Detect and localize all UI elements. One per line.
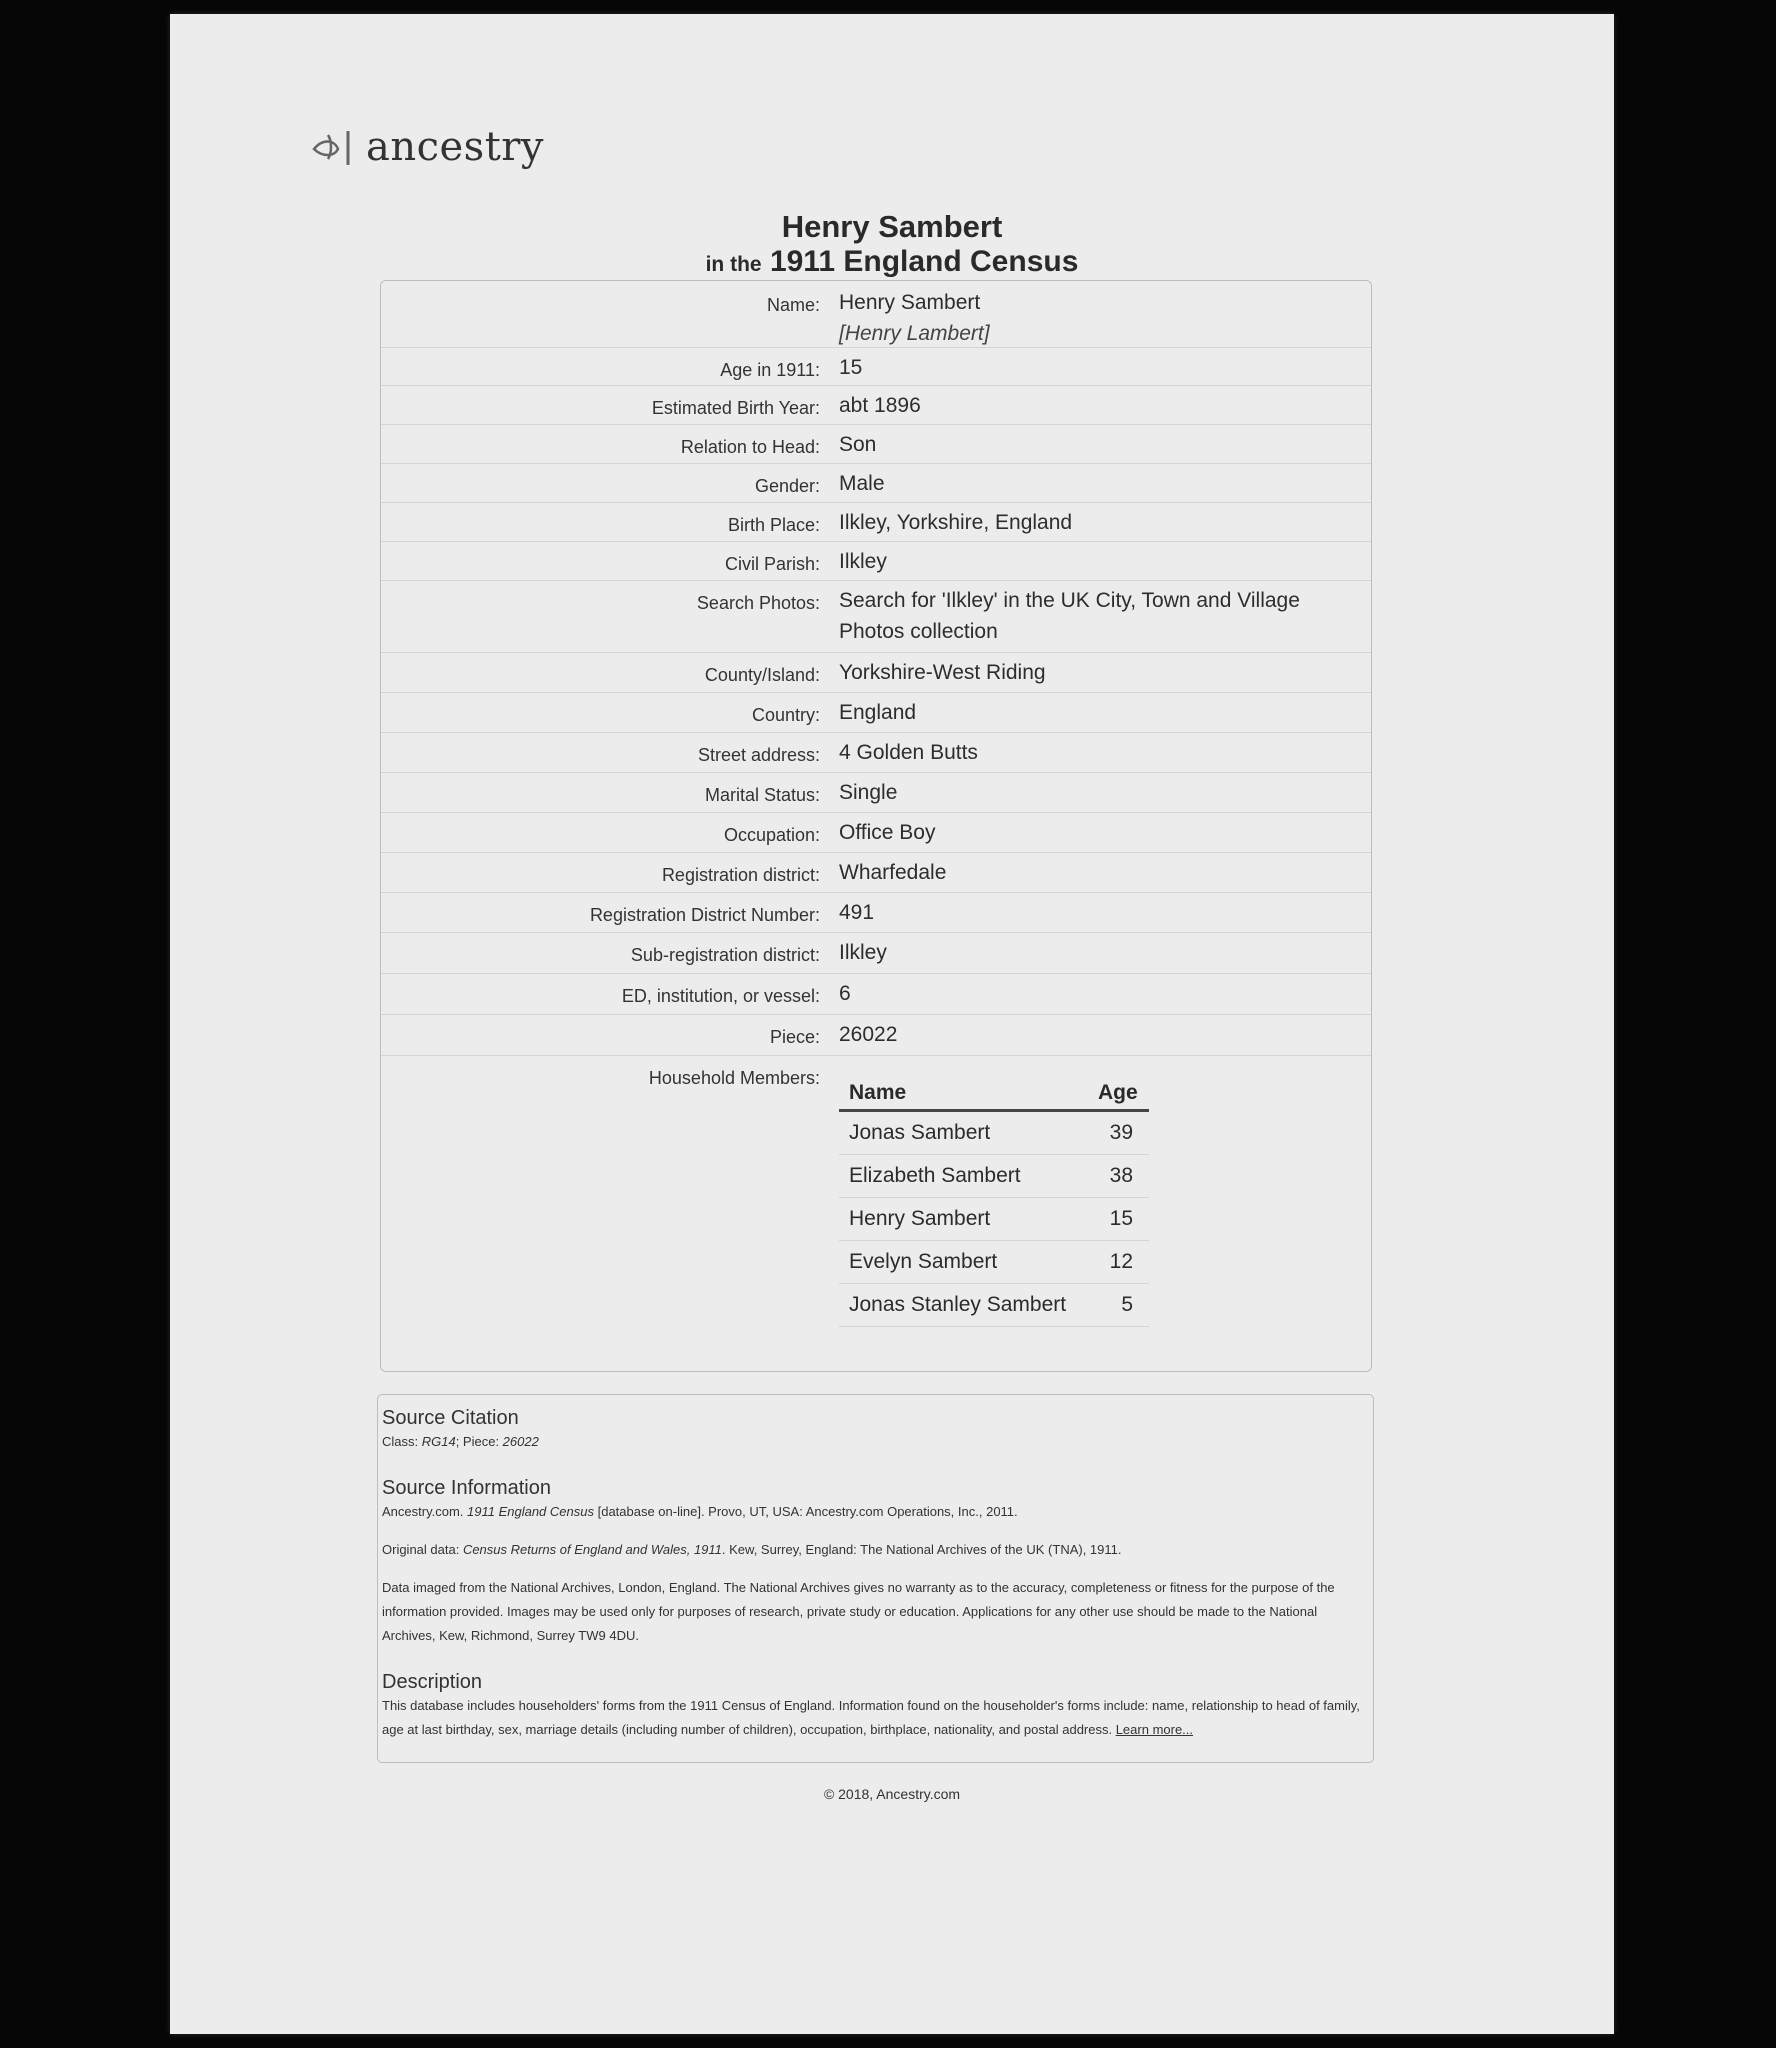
field-value: Wharfedale [839, 861, 947, 884]
record-row [381, 580, 1371, 653]
field-value: England [839, 701, 917, 724]
record-details-table [380, 280, 1372, 1372]
name-value: Henry Sambert [839, 291, 981, 314]
record-row [381, 385, 1371, 425]
field-value: Yorkshire-West Riding [839, 661, 1046, 684]
member-name[interactable]: Jonas Stanley Sambert [839, 1284, 1087, 1327]
logo-text: ancestry [366, 124, 545, 170]
field-label: Registration District Number: [589, 905, 820, 925]
table-row [839, 1111, 1149, 1155]
table-row [839, 1284, 1149, 1327]
record-row [381, 812, 1371, 853]
field-value: Son [839, 433, 877, 456]
record-row [381, 347, 1371, 386]
search-photos-link[interactable]: Search for 'Ilkley' in the UK City, Town and Village Photos collection [839, 589, 1300, 643]
person-name-title: Henry Sambert [781, 209, 1003, 244]
field-label: Street address: [697, 745, 820, 765]
record-row-name [381, 281, 1371, 347]
title-prefix: in the [705, 253, 762, 276]
field-label: County/Island: [704, 665, 820, 685]
field-label: Search Photos: [696, 593, 820, 613]
member-age: 15 [1087, 1198, 1149, 1241]
original-data-text [382, 1538, 1363, 1562]
copyright-footer: © 2018, Ancestry.com [823, 1786, 961, 1802]
info-italic: 1911 England Census [467, 1504, 594, 1519]
column-header-name: Name [839, 1077, 1087, 1111]
table-row [839, 1155, 1149, 1198]
orig-pre: Original data: [382, 1542, 463, 1557]
collection-title [170, 245, 1614, 282]
imaged-data-text: Data imaged from the National Archives, London, England. The National Archives gives no warranty as to the accuracy, completeness or fitness for the purpose of the information provided. Images may be used only for purposes of research, private study or education. Applications for any other use should be made to the National Archives, Kew, Richmond, Surrey TW9 4DU. [382, 1580, 1335, 1643]
field-label: ED, institution, or vessel: [621, 986, 820, 1006]
citation-prefix: Class: [382, 1434, 422, 1449]
field-value: Ilkley [839, 550, 887, 573]
field-value: 491 [839, 901, 875, 924]
field-value: Single [839, 781, 898, 804]
record-row [381, 973, 1371, 1015]
record-row [381, 852, 1371, 893]
field-label: Relation to Head: [680, 437, 820, 457]
table-row [839, 1241, 1149, 1284]
description-title: Description [382, 1671, 483, 1693]
field-value: 4 Golden Butts [839, 741, 978, 764]
field-value: abt 1896 [839, 394, 921, 417]
field-value: 15 [839, 356, 863, 379]
info-post: [database on-line]. Provo, UT, USA: Ancestry.com Operations, Inc., 2011. [593, 1504, 1018, 1519]
description-text [382, 1694, 1363, 1742]
table-header-row [839, 1077, 1149, 1111]
field-label: Household Members: [648, 1068, 820, 1088]
ancestry-logo [308, 124, 544, 170]
description-body: This database includes householders' forms from the 1911 Census of England. Information found on the householder's forms include: name, relationship to head of family, age at last birthday, sex, marriage details (including number of children), occupation, birthplace, nationality, and postal address. [382, 1698, 1360, 1737]
orig-post: . Kew, Surrey, England: The National Archives of the UK (TNA), 1911. [721, 1542, 1122, 1557]
member-name[interactable]: Jonas Sambert [839, 1111, 1087, 1155]
field-label: Occupation: [723, 825, 820, 845]
source-panel [377, 1394, 1374, 1763]
citation-mid: ; Piece: [455, 1434, 503, 1449]
leaf-icon [308, 125, 360, 169]
orig-italic: Census Returns of England and Wales, 1911 [462, 1542, 722, 1557]
household-members-table [839, 1077, 1149, 1327]
field-label: Sub-registration district: [630, 945, 820, 965]
field-label: Civil Parish: [724, 554, 820, 574]
record-row [381, 892, 1371, 933]
source-citation-title: Source Citation [382, 1407, 519, 1429]
member-name[interactable]: Elizabeth Sambert [839, 1155, 1087, 1198]
field-label: Country: [751, 705, 820, 725]
field-label: Gender: [754, 476, 820, 496]
source-information-text [382, 1500, 1363, 1524]
learn-more-link[interactable]: Learn more... [1115, 1722, 1194, 1737]
record-row [381, 932, 1371, 974]
member-age: 38 [1087, 1155, 1149, 1198]
record-row [381, 652, 1371, 693]
source-citation-section [382, 1407, 1363, 1454]
field-value: Ilkley, Yorkshire, England [839, 511, 1073, 534]
member-age: 5 [1087, 1284, 1149, 1327]
field-value: Ilkley [839, 941, 887, 964]
record-row [381, 502, 1371, 542]
column-header-age: Age [1087, 1077, 1149, 1111]
source-citation-text [382, 1430, 1363, 1454]
table-row [839, 1198, 1149, 1241]
member-age: 12 [1087, 1241, 1149, 1284]
name-alternate: [Henry Lambert] [839, 322, 990, 345]
field-value: Office Boy [839, 821, 936, 844]
info-pre: Ancestry.com. [382, 1504, 468, 1519]
member-age: 39 [1087, 1111, 1149, 1155]
field-label: Estimated Birth Year: [651, 398, 820, 418]
field-label: Piece: [769, 1027, 820, 1047]
field-value [839, 287, 1339, 349]
record-row [381, 732, 1371, 773]
record-row [381, 772, 1371, 813]
field-label: Marital Status: [704, 785, 820, 805]
field-value: 26022 [839, 1023, 898, 1046]
field-label: Name: [766, 295, 820, 315]
member-name[interactable]: Evelyn Sambert [839, 1241, 1087, 1284]
citation-class: RG14 [421, 1434, 456, 1449]
field-value: Male [839, 472, 885, 495]
record-row [381, 424, 1371, 464]
description-section [382, 1671, 1363, 1742]
record-row [381, 541, 1371, 581]
source-information-title: Source Information [382, 1477, 551, 1499]
collection-name: 1911 England Census [769, 245, 1079, 278]
record-row [381, 1014, 1371, 1056]
printed-page [170, 14, 1614, 2034]
page-title [170, 209, 1614, 282]
field-label: Age in 1911: [720, 360, 820, 380]
citation-piece: 26022 [502, 1434, 539, 1449]
record-row [381, 463, 1371, 503]
field-value: 6 [839, 982, 851, 1005]
member-name[interactable]: Henry Sambert [839, 1198, 1087, 1241]
source-information-section [382, 1477, 1363, 1648]
field-label: Registration district: [661, 865, 820, 885]
record-row [381, 692, 1371, 733]
field-label: Birth Place: [727, 515, 820, 535]
